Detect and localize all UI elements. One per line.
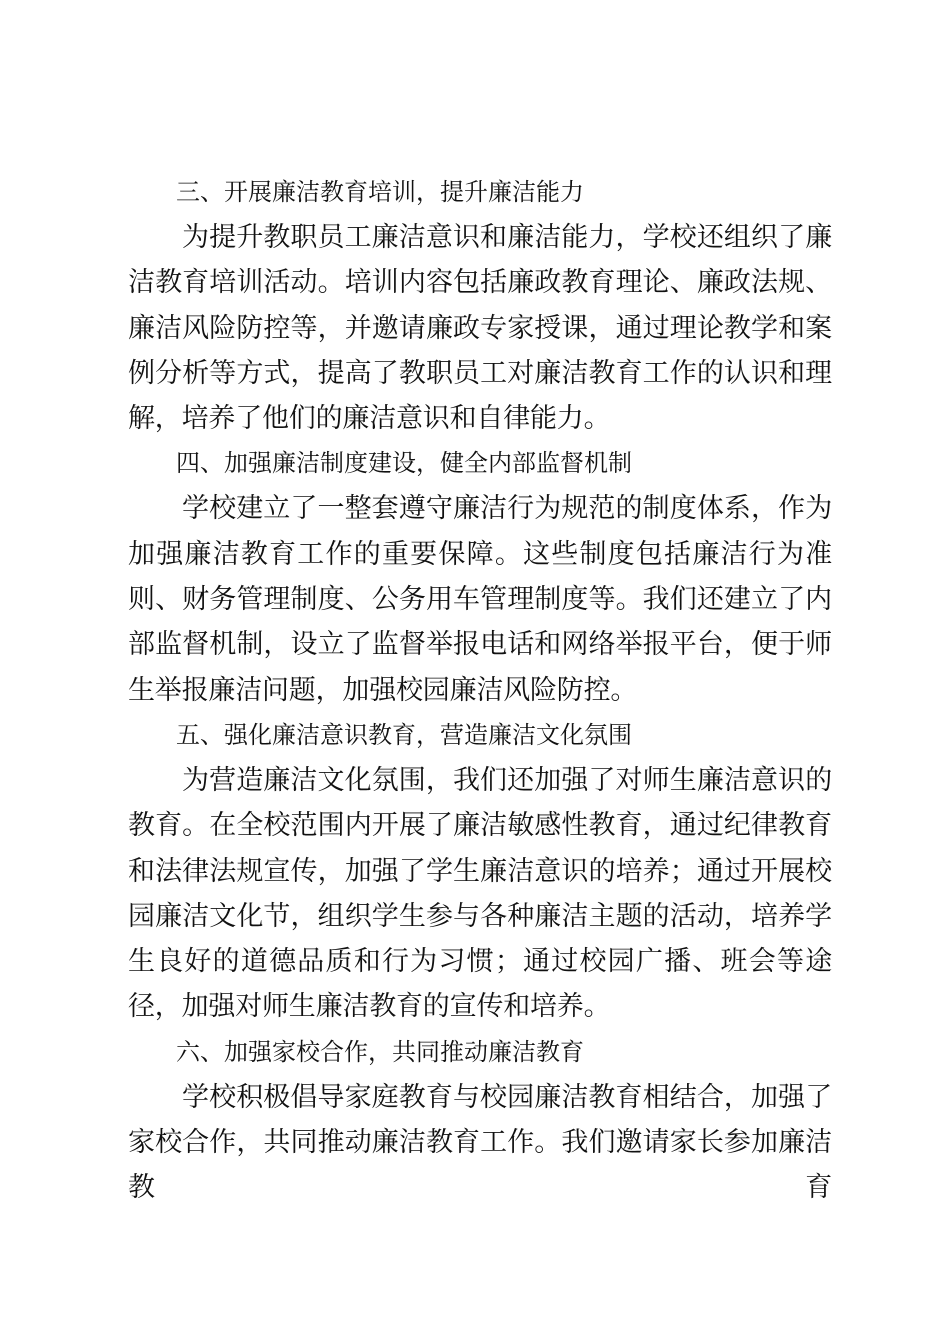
section-paragraph-3: 为提升教职员工廉洁意识和廉洁能力，学校还组织了廉洁教育培训活动。培训内容包括廉政教育理论、廉政法规、廉洁风险防控等，并邀请廉政专家授课，通过理论教学和案例分析等方式，提高了教职员工对廉洁教育工作的认识和理解，培养了他们的廉洁意识和自律能力。 <box>128 222 832 435</box>
section-heading-3: 三、开展廉洁教育培训，提升廉洁能力 <box>176 178 584 206</box>
section-heading-6: 六、加强家校合作，共同推动廉洁教育 <box>176 1037 584 1066</box>
section-heading-4: 四、加强廉洁制度建设，健全内部监督机制 <box>176 449 632 478</box>
section-paragraph-5: 为营造廉洁文化氛围，我们还加强了对师生廉洁意识的教育。在全校范围内开展了廉洁敏感性教育，通过纪律教育和法律法规宣传，加强了学生廉洁意识的培养；通过开展校园廉洁文化节，组织学生参与各种廉洁主题的活动，培养学生良好的道德品质和行为习惯；通过校园广播、班会等途径，加强对师生廉洁教育的宣传和培养。 <box>128 764 832 1023</box>
section-paragraph-4: 学校建立了一整套遵守廉洁行为规范的制度体系，作为加强廉洁教育工作的重要保障。这些制度包括廉洁行为准则、财务管理制度、公务用车管理制度等。我们还建立了内部监督机制，设立了监督举报电话和网络举报平台，便于师生举报廉洁问题，加强校园廉洁风险防控。 <box>128 493 832 706</box>
section-paragraph-6: 学校积极倡导家庭教育与校园廉洁教育相结合，加强了家校合作，共同推动廉洁教育工作。我们邀请家长参加廉洁教育 <box>128 1081 832 1204</box>
section-heading-5: 五、强化廉洁意识教育，营造廉洁文化氛围 <box>176 720 632 749</box>
document-body <box>128 170 832 1211</box>
